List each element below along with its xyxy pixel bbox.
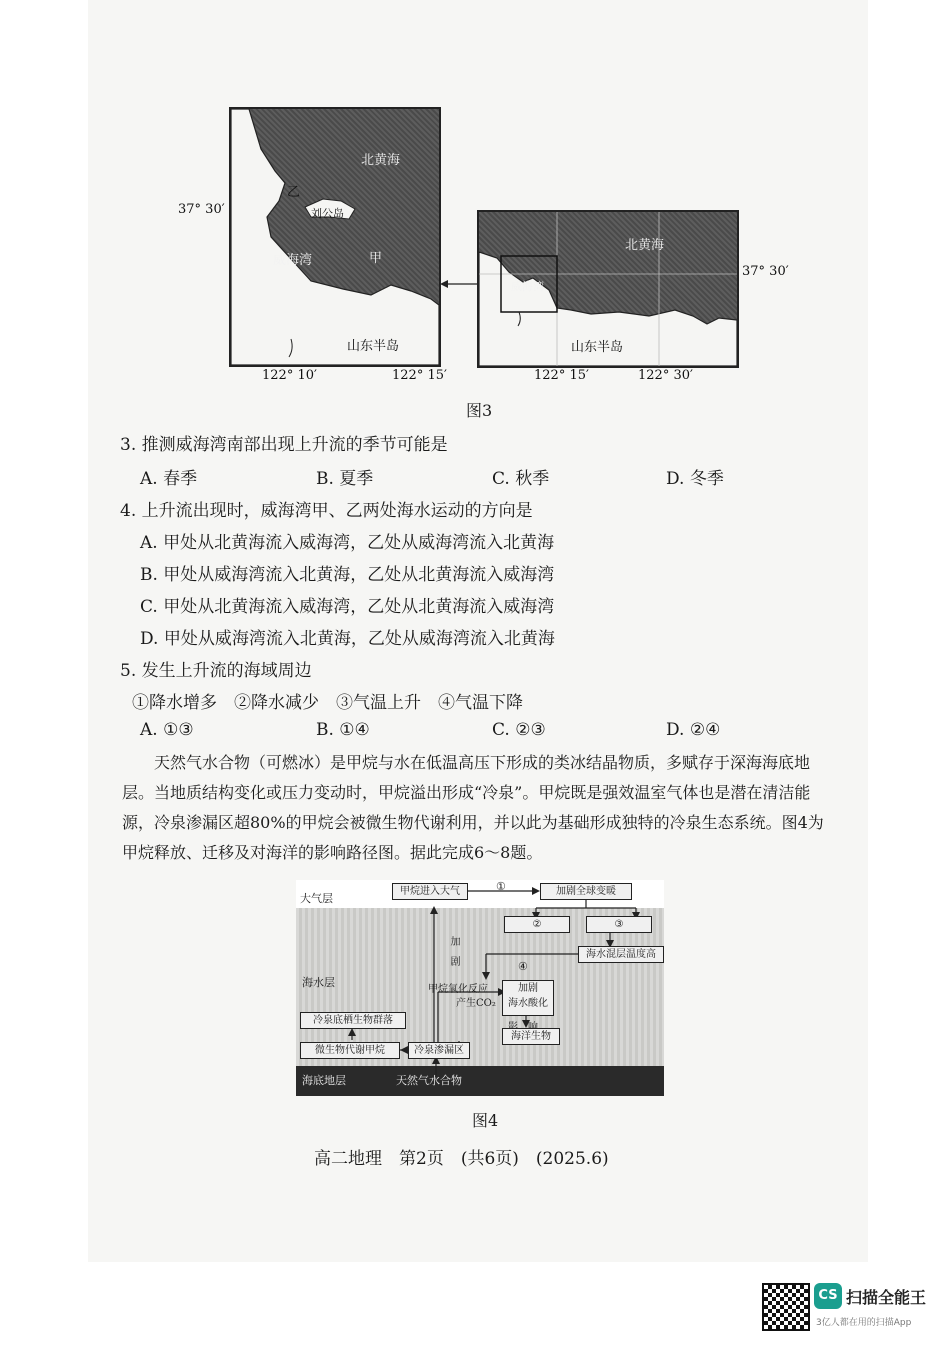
box-global-warming: 加剧全球变暖 bbox=[540, 883, 632, 900]
question-3-stem: 3. 推测威海湾南部出现上升流的季节可能是 bbox=[120, 435, 448, 455]
question-5-stem: 5. 发生上升流的海域周边 bbox=[120, 661, 312, 681]
layer-atmosphere: 大气层 bbox=[300, 892, 333, 905]
passage: 天然气水合物（可燃冰）是甲烷与水在低温高压下形成的类冰结晶物质，多赋存于深海海底地层。当地质结构变化或压力变动时，甲烷溢出形成“冷泉”。甲烷既是强效温室气体也是潜在清洁能源，冷泉渗漏区超80%的甲烷会被微生物代谢利用，并以此为基础形成独特的冷泉生态系统。图4为甲烷释放、迁移及对海洋的影响路径图。据此完成6～8题。 bbox=[122, 753, 824, 862]
right-map bbox=[477, 210, 739, 368]
right-lon-label-2: 122° 30′ bbox=[638, 368, 693, 383]
question-4-stem: 4. 上升流出现时，威海湾甲、乙两处海水运动的方向是 bbox=[120, 501, 533, 521]
box-microbe: 微生物代谢甲烷 bbox=[300, 1042, 400, 1059]
left-label-yi: 乙 bbox=[287, 185, 301, 200]
page-footer: 高二地理 第2页 (共6页) (2025.6) bbox=[314, 1149, 609, 1169]
left-label-shandong: 山东半岛 bbox=[347, 339, 400, 354]
left-label-north-yellow-sea: 北黄海 bbox=[361, 153, 401, 168]
box-acidification: 加剧 海水酸化 bbox=[502, 980, 554, 1016]
mark-hydrate: 天然气水合物 bbox=[396, 1074, 462, 1087]
left-map-land bbox=[231, 109, 439, 365]
question-5-option-a: A. ①③ bbox=[140, 720, 194, 740]
right-label-shandong: 山东半岛 bbox=[571, 340, 624, 355]
question-3-option-d: D. 冬季 bbox=[666, 469, 724, 489]
mark-circle-4: ④ bbox=[518, 960, 528, 973]
figure3-caption: 图3 bbox=[466, 401, 493, 420]
question-3-option-b: B. 夏季 bbox=[316, 469, 374, 489]
scanner-logo: CS bbox=[814, 1283, 842, 1309]
question-4-option-b: B. 甲处从威海湾流入北黄海，乙处从北黄海流入威海湾 bbox=[140, 565, 555, 585]
figure4-diagram bbox=[296, 880, 664, 1096]
left-map bbox=[229, 107, 441, 367]
box-methane-to-air: 甲烷进入大气 bbox=[392, 883, 468, 900]
question-3-option-c: C. 秋季 bbox=[492, 469, 550, 489]
question-5-option-c: C. ②③ bbox=[492, 720, 546, 740]
box-seep-area: 冷泉渗漏区 bbox=[408, 1042, 470, 1059]
question-4-option-c: C. 甲处从北黄海流入威海湾，乙处从北黄海流入威海湾 bbox=[140, 597, 555, 617]
layer-sea-water: 海水层 bbox=[302, 976, 335, 989]
box-cold-seep-bio: 冷泉底栖生物群落 bbox=[300, 1012, 406, 1029]
question-5-option-b: B. ①④ bbox=[316, 720, 370, 740]
right-label-weihai-bay: 威海湾 bbox=[511, 280, 544, 293]
box-blank-2: ② bbox=[504, 916, 570, 933]
mark-oxidation: 甲烷氧化反应 bbox=[428, 984, 488, 995]
figure4-caption: 图4 bbox=[472, 1111, 499, 1130]
left-lon-label-1: 122° 10′ bbox=[262, 368, 317, 383]
box-marine-life: 海洋生物 bbox=[502, 1028, 560, 1045]
right-lon-label-1: 122° 15′ bbox=[534, 368, 589, 383]
left-label-jia: 甲 bbox=[369, 251, 383, 266]
left-lon-label-2: 122° 15′ bbox=[392, 368, 447, 383]
scanner-tagline: 3亿人都在用的扫描App bbox=[816, 1318, 912, 1328]
question-5-option-d: D. ②④ bbox=[666, 720, 721, 740]
mark-co2: 产生CO₂ bbox=[456, 998, 496, 1009]
right-lat-label: 37° 30′ bbox=[742, 264, 789, 279]
question-3-option-a: A. 春季 bbox=[140, 469, 198, 489]
mark-intensify: 加 剧 bbox=[448, 936, 459, 966]
question-4-option-a: A. 甲处从北黄海流入威海湾，乙处从威海湾流入北黄海 bbox=[140, 533, 555, 553]
qr-code bbox=[762, 1283, 810, 1331]
left-label-liugong-island: 刘公岛 bbox=[311, 207, 344, 220]
left-label-weihai-bay: 威海湾 bbox=[273, 253, 313, 268]
scanner-name: 扫描全能王 bbox=[846, 1288, 927, 1307]
question-4-option-d: D. 甲处从威海湾流入北黄海，乙处从威海湾流入北黄海 bbox=[140, 629, 555, 649]
question-5-statements: ①降水增多 ②降水减少 ③气温上升 ④气温下降 bbox=[132, 693, 523, 713]
box-blank-3: ③ bbox=[586, 916, 652, 933]
left-lat-label: 37° 30′ bbox=[178, 202, 225, 217]
box-stratification: 海水混层温度高 bbox=[578, 946, 664, 963]
right-label-north-yellow-sea: 北黄海 bbox=[625, 238, 665, 253]
mark-circle-1: ① bbox=[496, 880, 506, 893]
layer-seabed: 海底地层 bbox=[302, 1074, 346, 1087]
